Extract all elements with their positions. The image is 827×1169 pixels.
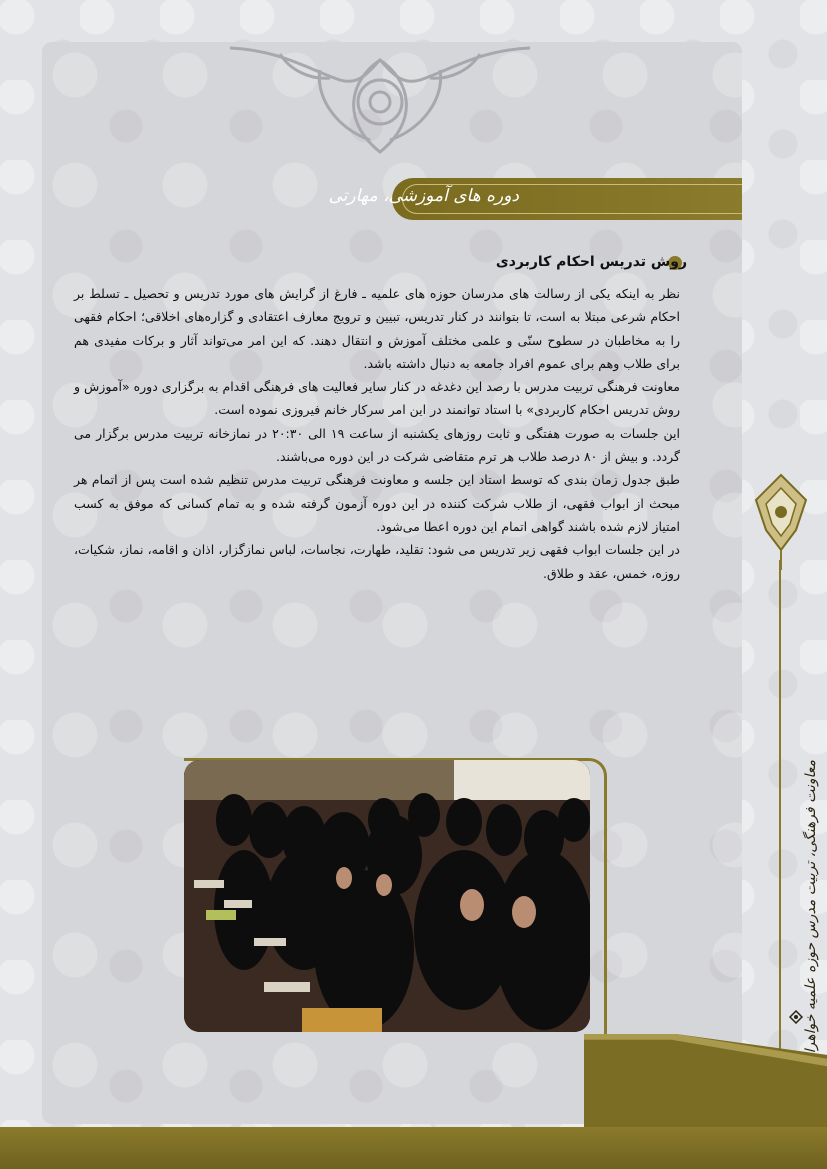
side-medallion-ornament	[746, 470, 816, 570]
classroom-photo	[184, 760, 590, 1032]
side-gold-line	[779, 560, 781, 1120]
paragraph: نظر به اینکه یکی از رسالت های مدرسان حوزه های علمیه ـ فارغ از گرایش های مورد تدریس و تحصیل ـ تسلط بر احکام شرعی مبتلا به است، تا بتوانند در کنار تدریس، تبیین و ترویج معارف اعتقادی و گزاره‌های اخلاقی؛ احکام فقهی را به مخاطبان در سطوح سنّی و علمی مختلف آموزش و انتقال دهند. که این امر می‌تواند آثار و برکات مفیدی هم برای طلاب وهم برای عموم افراد جامعه به دنبال داشته باشد.	[74, 286, 680, 371]
bottom-gold-bar	[0, 1127, 827, 1169]
logo-icon	[789, 1010, 803, 1024]
top-arabesque-ornament	[220, 40, 540, 160]
paragraph: طبق جدول زمان بندی که توسط استاد این جلسه و معاونت فرهنگی تربیت مدرس تنظیم شده است پس از اتمام هر مبحث از ابواب فقهی، از طلاب شرکت کننده در این دوره آزمون گرفته شده و به تمام کسانی که موفق به کسب امتیاز لازم شده باشند گواهی اتمام این دوره اعطا می‌شود.	[74, 472, 680, 534]
section-header-title: دوره های آموزشی، مهارتی	[328, 186, 519, 206]
paragraph: در این جلسات ابواب فقهی زیر تدریس می شود: تقلید، طهارت، نجاسات، لباس نمازگزار، اذان و اقامه، نماز، شکیات، روزه، خمس، عقد و طلاق.	[74, 542, 680, 581]
paragraph: این جلسات به صورت هفتگی و ثابت روزهای یکشنبه از ساعت ۱۹ الی ۲۰:۳۰ در نمازخانه تربیت مدرس برگزار می گردد. و بیش از ۸۰ درصد طلاب هر ترم متقاضی شرکت در این دوره می‌باشند.	[74, 425, 680, 465]
paragraph: معاونت فرهنگی تربیت مدرس با رصد این دغدغه در کنار سایر فعالیت های فرهنگی اقدام به برگزاری دوره «آموزش و روش تدریس احکام کاربردی» با استاد توانمند در این امر سرکار خانم فیروزی نموده است.	[74, 379, 680, 418]
article-title: روش تدریس احکام کاربردی	[495, 254, 687, 270]
side-organization-title: معاونت فرهنگی، تربیت مدرس حوزه علمیه خواهران	[803, 760, 819, 1064]
article-body	[74, 282, 680, 585]
